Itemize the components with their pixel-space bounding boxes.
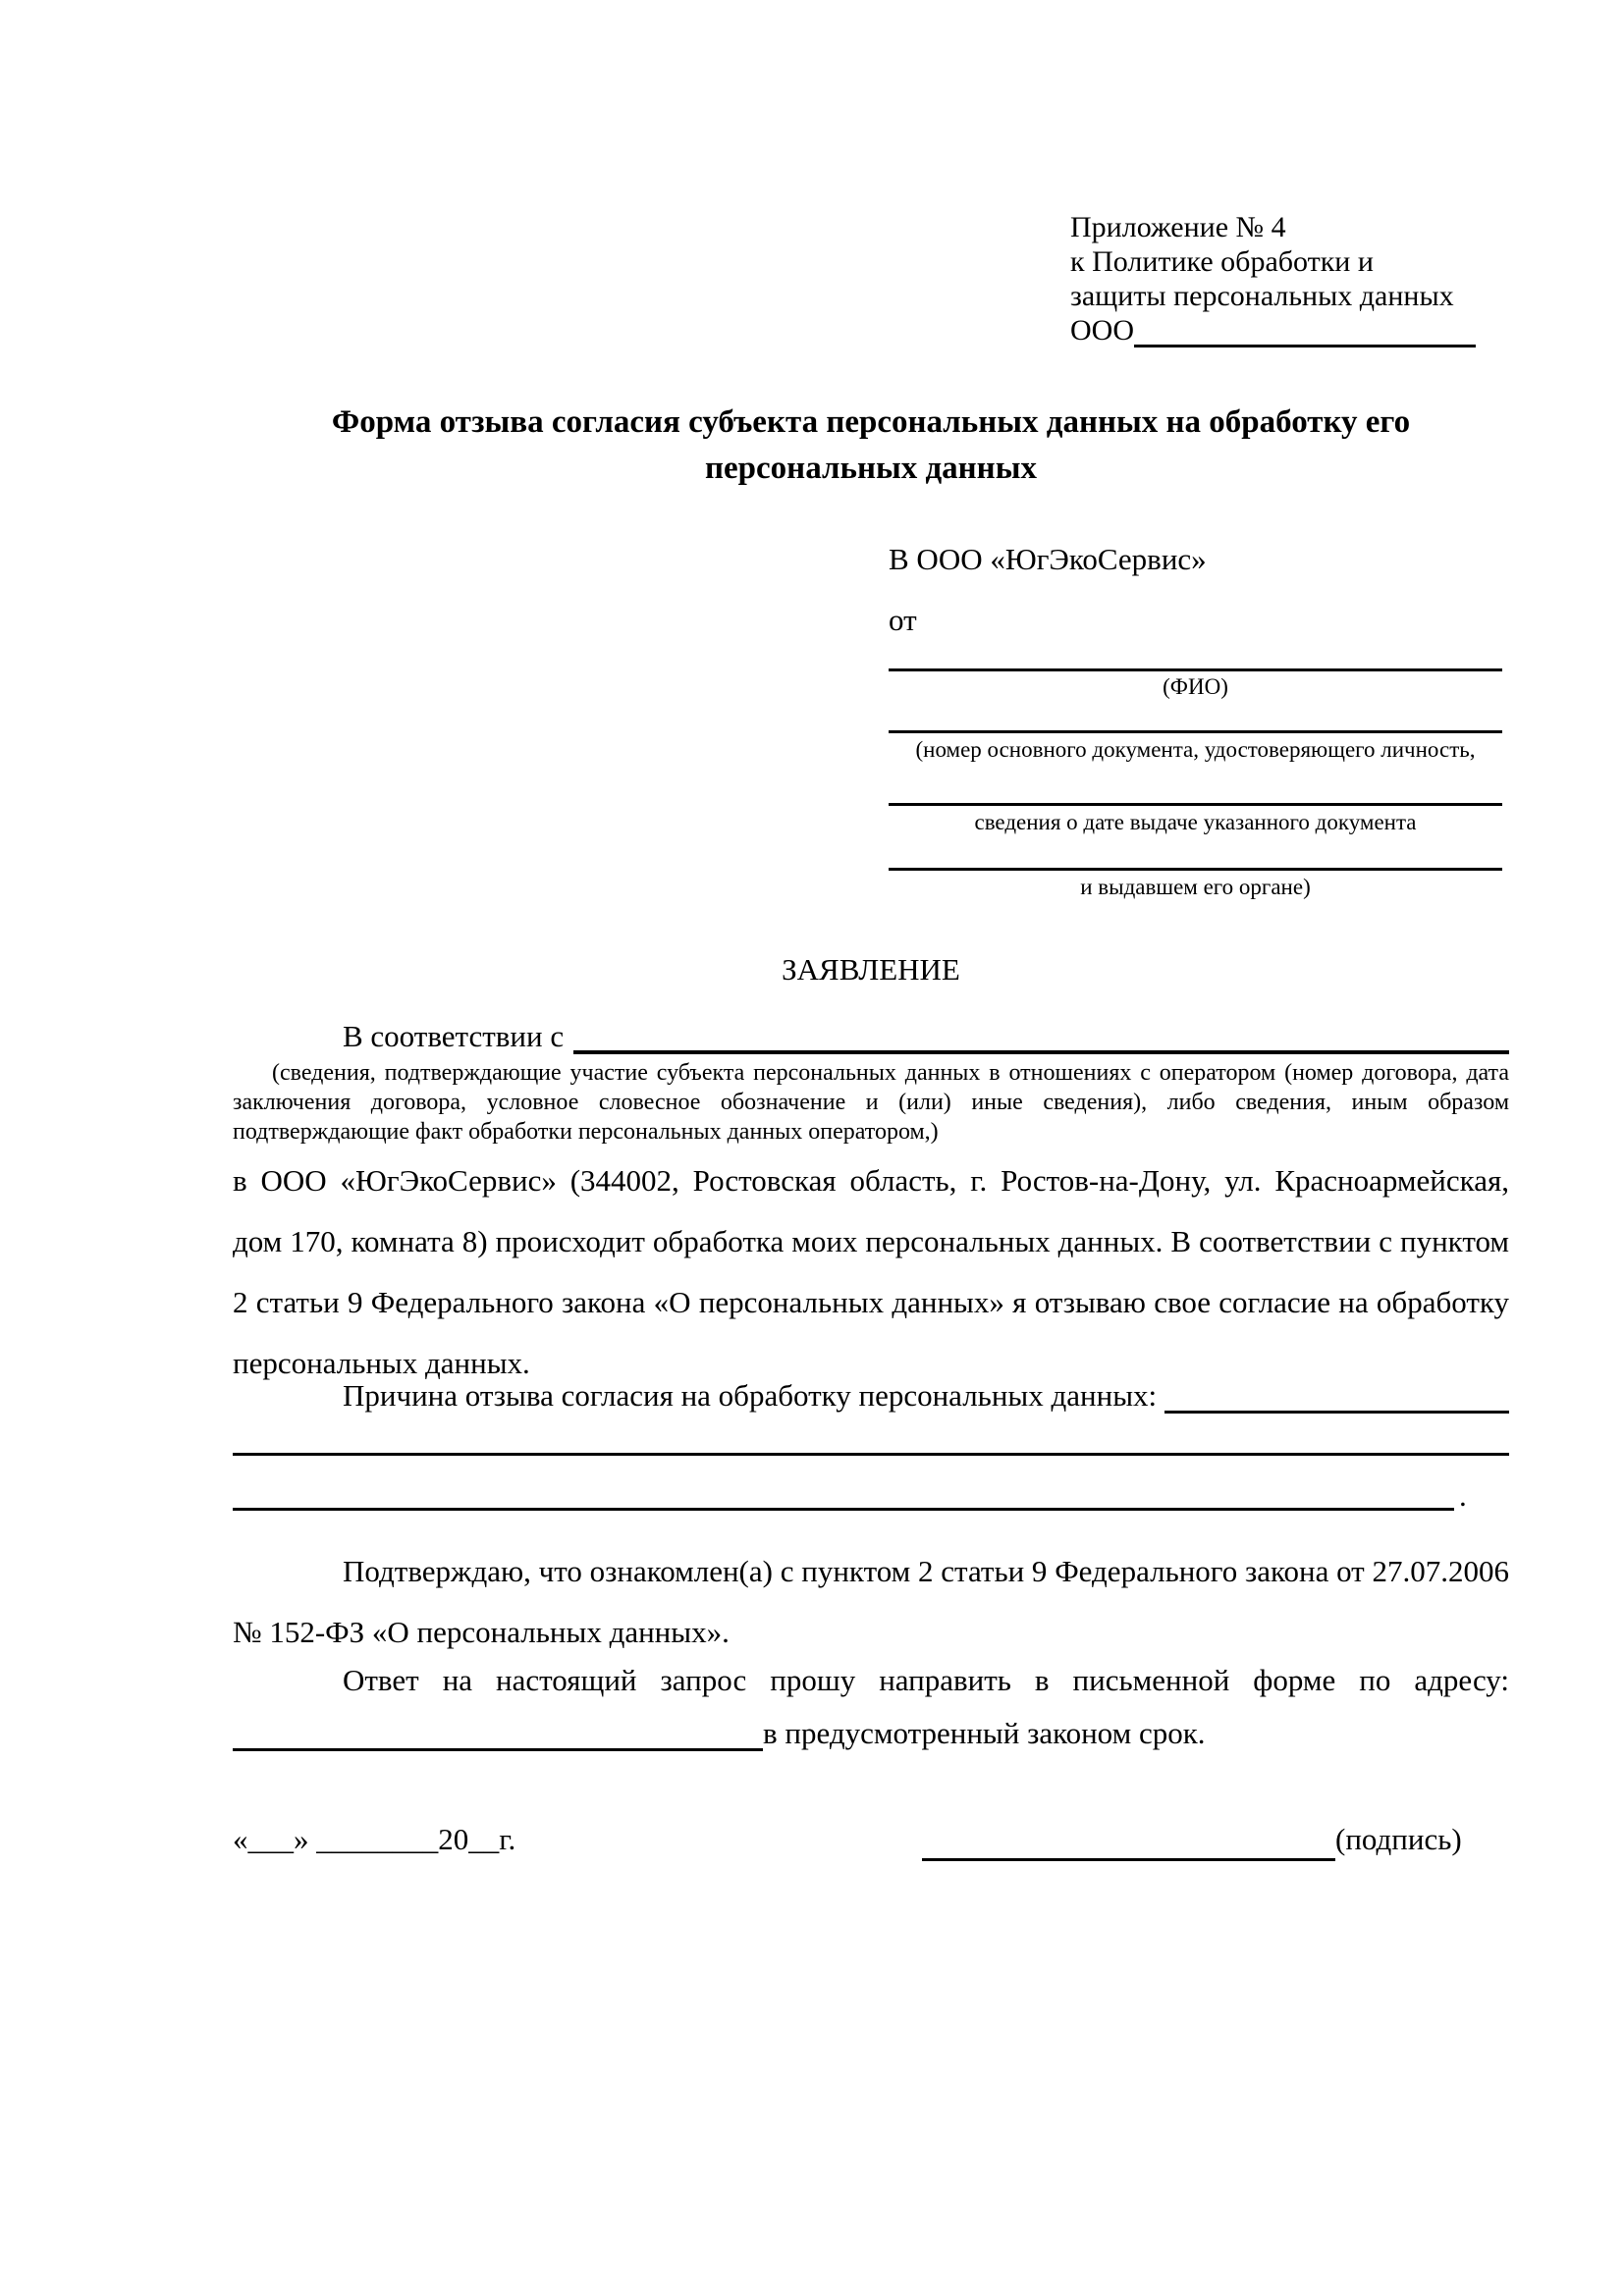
- intro-line: [233, 1017, 1509, 1054]
- blank-line-issue-date: [889, 803, 1502, 806]
- date-blank: «___» ________20__г.: [233, 1822, 516, 1856]
- intro-note: (сведения, подтверждающие участие субъекта персональных данных в отношениях с оператором (номер договора, дата заключения договора, условное словесное обозначение и (или) иные сведения), либо сведения, иным образом подтверждающие факт обработки персональных данных оператором,): [233, 1060, 1509, 1145]
- reason-terminator: .: [1459, 1478, 1467, 1513]
- reason-line: [233, 1378, 1509, 1414]
- caption-fio: (ФИО): [1163, 674, 1228, 699]
- caption-doc-number: (номер основного документа, удостоверяющего личность,: [915, 737, 1476, 762]
- statement-heading: ЗАЯВЛЕНИЕ: [782, 952, 960, 987]
- appendix-line-2: к Политике обработки и: [1070, 245, 1374, 278]
- appendix-org-blank-line: [1134, 318, 1476, 347]
- reason-blank-line-2: [233, 1453, 1509, 1456]
- appendix-line-1: Приложение № 4: [1070, 211, 1286, 243]
- document-title: Форма отзыва согласия субъекта персональных данных на обработку его персональных данных: [331, 404, 1411, 486]
- blank-line-doc-number: [889, 730, 1502, 733]
- reason-blank-line: [1164, 1378, 1509, 1414]
- intro-prefix: В соответствии с: [343, 1019, 565, 1053]
- reason-blank-line-3: [233, 1508, 1454, 1511]
- signature-blank-line: [922, 1858, 1335, 1861]
- appendix-header: [1070, 210, 1532, 347]
- reply-address-line: [233, 1716, 1509, 1751]
- reply-address-blank-line: [233, 1716, 763, 1751]
- blank-line-fio: [889, 668, 1502, 671]
- addressee-to: В ООО «ЮгЭкоСервис»: [889, 542, 1207, 576]
- paragraph-confirmation: Подтверждаю, что ознакомлен(а) с пунктом 2 статьи 9 Федерального закона от 27.07.2006 № 152-ФЗ «О персональных данных».: [233, 1554, 1509, 1649]
- paragraph-reply-address: Ответ на настоящий запрос прошу направить в письменной форме по адресу:: [343, 1663, 1509, 1697]
- paragraph-processing: в ООО «ЮгЭкоСервис» (344002, Ростовская область, г. Ростов-на-Дону, ул. Красноармейская, дом 170, комната 8) происходит обработка моих персональных данных. В соответствии с пунктом 2 статьи 9 Федерального закона «О персональных данных» я отзываю свое согласие на обработку персональных данных.: [233, 1163, 1509, 1380]
- appendix-org-prefix: ООО: [1070, 314, 1134, 347]
- paragraph-reply-suffix: в предусмотренный законом срок.: [763, 1716, 1206, 1750]
- intro-blank-line: [573, 1017, 1509, 1054]
- appendix-line-3: защиты персональных данных: [1070, 280, 1454, 312]
- addressee-from-label: от: [889, 603, 917, 637]
- caption-issue-date: сведения о дате выдаче указанного документа: [974, 810, 1417, 834]
- addressee-block: [889, 542, 1502, 915]
- signature-caption: (подпись): [1335, 1822, 1462, 1856]
- appendix-org-line: [1070, 313, 1532, 347]
- blank-line-issuing-authority: [889, 868, 1502, 871]
- caption-issuing-authority: и выдавшем его органе): [1080, 875, 1311, 899]
- reason-label: Причина отзыва согласия на обработку персональных данных:: [343, 1378, 1158, 1413]
